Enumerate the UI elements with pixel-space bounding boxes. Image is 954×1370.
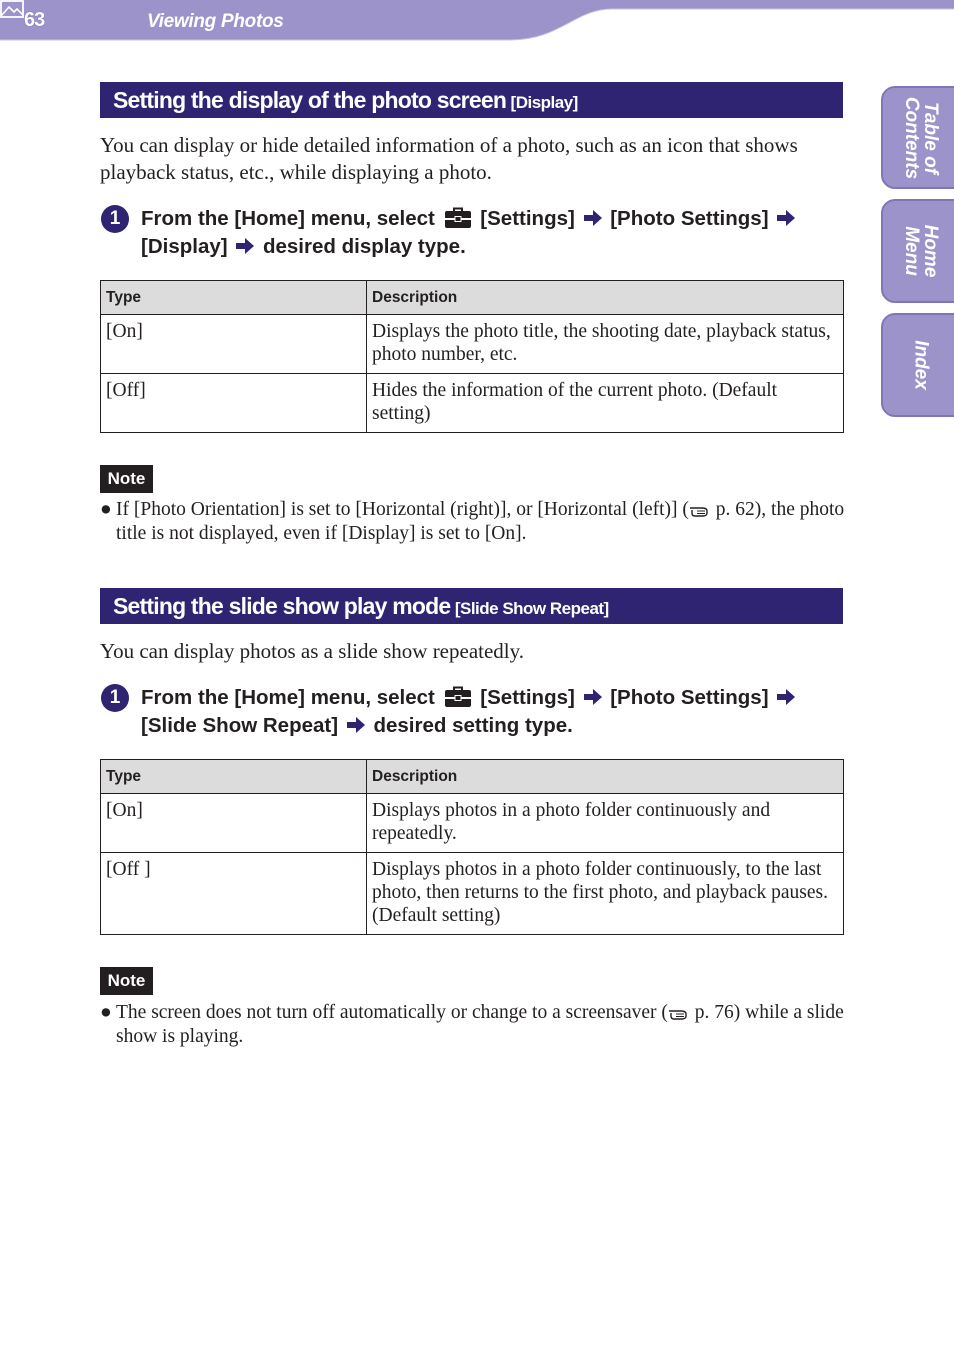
header-band — [0, 0, 954, 42]
bullet: ● — [100, 499, 112, 520]
column-header-description: Description — [367, 760, 844, 794]
tab-index[interactable] — [881, 313, 954, 417]
step-part: From the [Home] menu, select — [141, 207, 435, 230]
description-cell: Displays photos in a photo folder continuously, to the last photo, then returns to the first photo, and playback pauses. (Default setting) — [367, 853, 844, 935]
type-cell: [Off ] — [101, 853, 367, 935]
tab-table-of-contents[interactable] — [881, 86, 954, 189]
column-header-type: Type — [101, 760, 367, 794]
step-part: [Photo Settings] — [610, 207, 769, 230]
arrow-right-icon — [776, 688, 796, 706]
table-header-row — [101, 281, 844, 315]
table-row — [101, 374, 844, 433]
step-part: [Slide Show Repeat] — [141, 714, 339, 737]
description-cell: Displays photos in a photo folder continuously and repeatedly. — [367, 794, 844, 853]
page-header — [0, 0, 954, 42]
arrow-right-icon — [583, 209, 603, 227]
note-text — [100, 498, 845, 546]
arrow-right-icon — [776, 209, 796, 227]
arrow-right-icon — [583, 688, 603, 706]
section-heading-title: Setting the slide show play mode — [113, 593, 451, 619]
note-label: Note — [100, 967, 153, 995]
column-header-description: Description — [367, 281, 844, 315]
bullet: ● — [100, 1002, 112, 1023]
description-cell: Hides the information of the current photo. (Default setting) — [367, 374, 844, 433]
type-cell: [Off] — [101, 374, 367, 433]
table-row — [101, 853, 844, 935]
toolbox-icon — [444, 686, 472, 708]
step-number-badge: 1 — [101, 684, 129, 712]
section-heading-display — [100, 82, 843, 118]
step-instruction — [141, 684, 851, 740]
pointing-hand-icon — [668, 1005, 690, 1021]
header-title: Viewing Photos — [147, 11, 284, 32]
section-intro: You can display or hide detailed information of a photo, such as an icon that shows playback status, etc., while displaying a photo. — [100, 133, 798, 184]
step-number-badge: 1 — [101, 205, 129, 233]
section-heading-subtitle: [Display] — [510, 93, 578, 112]
section-intro: You can display photos as a slide show repeatedly. — [100, 639, 525, 663]
toolbox-icon — [444, 207, 472, 229]
step-part: desired setting type. — [373, 714, 573, 737]
section-heading-slide-show — [100, 588, 843, 624]
step-part: [Display] — [141, 235, 228, 258]
note-text-part: p. 76) while a slide show is playing. — [116, 1002, 844, 1047]
step-part: From the [Home] menu, select — [141, 686, 435, 709]
tab-home-menu-label: Home Menu — [901, 224, 941, 278]
tab-index-label: Index — [910, 340, 932, 390]
tab-home-menu[interactable] — [881, 199, 954, 303]
note-text — [100, 1001, 845, 1049]
table-row — [101, 315, 844, 374]
note-text-part: p. 62), the photo title is not displayed, even if [Display] is set to [On]. — [116, 499, 845, 544]
step-part: [Settings] — [480, 207, 575, 230]
description-cell: Displays the photo title, the shooting date, playback status, photo number, etc. — [367, 315, 844, 374]
arrow-right-icon — [235, 237, 255, 255]
note-label: Note — [100, 465, 153, 493]
column-header-type: Type — [101, 281, 367, 315]
step-part: [Settings] — [480, 686, 575, 709]
section-heading-title: Setting the display of the photo screen — [113, 87, 507, 113]
arrow-right-icon — [346, 716, 366, 734]
tab-table-of-contents-label: Table of Contents — [901, 96, 941, 179]
pointing-hand-icon — [689, 502, 711, 518]
page-number: 63 — [24, 9, 45, 31]
note-text-part: The screen does not turn off automatically or change to a screensaver ( — [116, 1002, 668, 1023]
type-cell: [On] — [101, 315, 367, 374]
section-heading-subtitle: [Slide Show Repeat] — [454, 599, 609, 618]
step-instruction — [141, 205, 851, 261]
type-cell: [On] — [101, 794, 367, 853]
note-text-part: If [Photo Orientation] is set to [Horizontal (right)], or [Horizontal (left)] ( — [116, 499, 689, 520]
table-header-row — [101, 760, 844, 794]
step-part: desired display type. — [262, 235, 466, 258]
step-part: [Photo Settings] — [610, 686, 769, 709]
photo-icon — [0, 0, 24, 18]
slide-show-repeat-table — [100, 759, 844, 935]
table-row — [101, 794, 844, 853]
display-type-table — [100, 280, 844, 433]
